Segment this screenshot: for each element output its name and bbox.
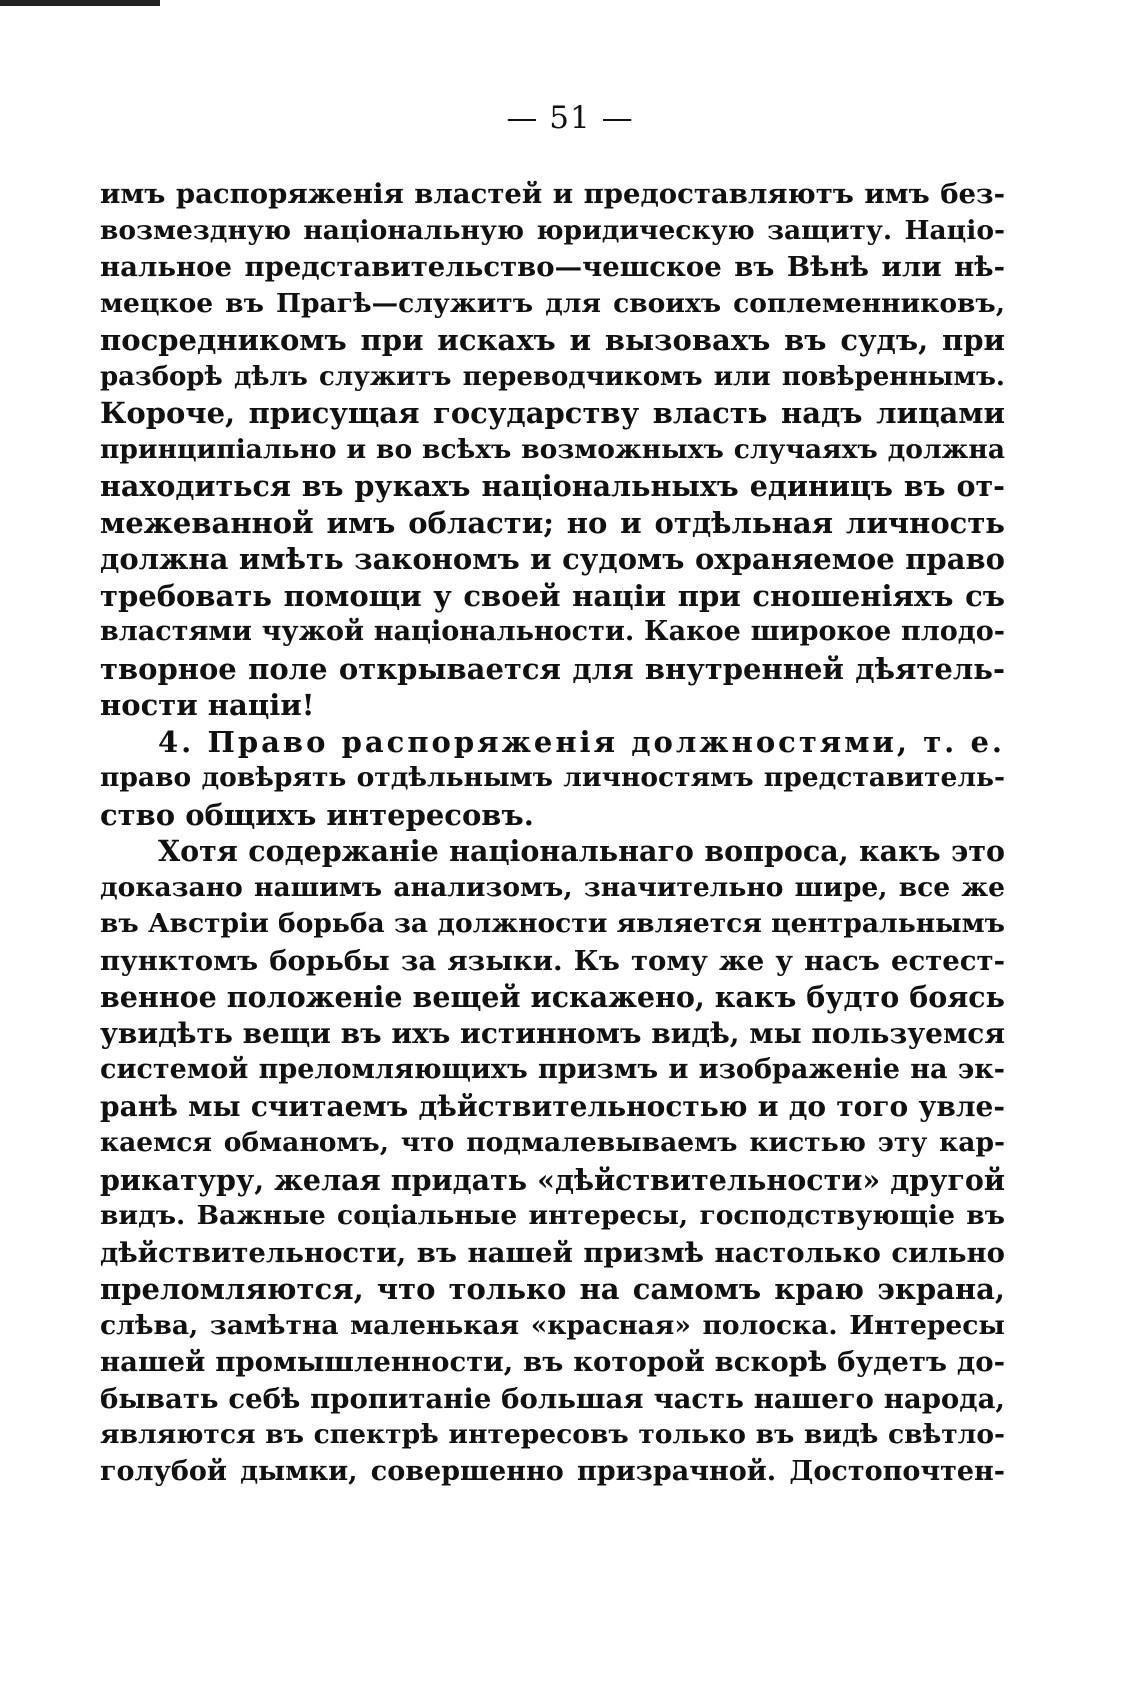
text-line: имъ распоряженія властей и предоставляютъ имъ без- <box>100 178 1005 210</box>
paragraph <box>100 724 1005 834</box>
paragraph <box>100 176 1005 724</box>
text-line: нашей промышленности, въ которой вскорѣ будетъ до- <box>100 1346 1005 1378</box>
body-text <box>100 176 1005 1490</box>
text-line: пунктомъ борьбы за языки. Къ тому же у насъ естест- <box>100 944 1005 977</box>
text-line: каемся обманомъ, что подмалевываемъ кистью эту кар- <box>100 1127 1005 1158</box>
text-line: ранѣ мы считаемъ дѣйствительностью и до того увле- <box>100 1089 1005 1123</box>
text-line: посредникомъ при искахъ и вызовахъ въ судъ, при <box>100 323 1005 357</box>
text-line: творное поле открывается для внутренней дѣятель- <box>100 651 1005 686</box>
text-line: межеванной имъ области; но и отдѣльная личность <box>100 505 1005 540</box>
text-line: Короче, присущая государству власть надъ лицами <box>100 396 1005 430</box>
text-line: увидѣть вещи въ ихъ истинномъ видѣ, мы пользуемся <box>100 1016 1005 1050</box>
paragraph <box>100 833 1005 1490</box>
text-line: ности націи! <box>100 688 315 722</box>
text-line: мецкое въ Прагѣ—служитъ для своихъ соплеменниковъ, <box>100 287 1005 319</box>
text-line: венное положеніе вещей искажено, какъ будто боясь <box>100 980 1005 1014</box>
text-line: въ Австріи борьба за должности является центральнымъ <box>100 908 1005 939</box>
text-line: властями чужой національности. Какое широкое плодо- <box>100 616 1005 647</box>
text-line: принципіально и во всѣхъ возможныхъ случаяхъ должна <box>100 433 1005 465</box>
text-line: слѣва, замѣтна маленькая «красная» полоска. Интересы <box>100 1309 1005 1341</box>
text-line: 4. Право распоряженія должностями, т. е. <box>158 724 1005 759</box>
text-line: должна имѣть закономъ и судомъ охраняемое право <box>100 542 1005 576</box>
page-number: — 51 — <box>506 100 634 136</box>
text-line: бывать себѣ пропитаніе большая часть нашего народа, <box>100 1382 1005 1415</box>
text-line: находиться въ рукахъ національныхъ единицъ въ от- <box>100 469 1005 503</box>
scan-edge-mark <box>0 0 160 6</box>
text-line: рикатуру, желая придать «дѣйствительности» другой <box>100 1162 1005 1197</box>
text-line: видъ. Важные соціальные интересы, господствующіе въ <box>100 1200 1005 1231</box>
text-line: являются въ спектрѣ интересовъ только въ видѣ свѣтло- <box>100 1419 1005 1450</box>
text-line: доказано нашимъ анализомъ, значительно шире, все же <box>100 871 1005 903</box>
text-line: преломляются, что только на самомъ краю экрана, <box>100 1272 1005 1306</box>
text-line: возмездную національную юридическую защиту. Націо- <box>100 214 1005 246</box>
text-line: право довѣрять отдѣльнымъ личностямъ представитель- <box>100 762 1005 793</box>
text-line: дѣйствительности, въ нашей призмѣ настолько сильно <box>100 1236 1005 1269</box>
text-line: системой преломляющихъ призмъ и изображеніе на эк- <box>100 1054 1005 1085</box>
text-line: голубой дымки, совершенно призрачной. Достопочтен- <box>100 1455 1005 1487</box>
text-line: нальное представительство—чешское въ Вѣнѣ или нѣ- <box>100 251 1005 283</box>
text-line: требовать помощи у своей націи при сношеніяхъ съ <box>100 578 1005 613</box>
text-line: ство общихъ интересовъ. <box>100 797 534 832</box>
text-line: разборѣ дѣлъ служитъ переводчикомъ или повѣреннымъ. <box>100 361 1005 392</box>
text-line: Хотя содержаніе національнаго вопроса, какъ это <box>158 834 1005 868</box>
